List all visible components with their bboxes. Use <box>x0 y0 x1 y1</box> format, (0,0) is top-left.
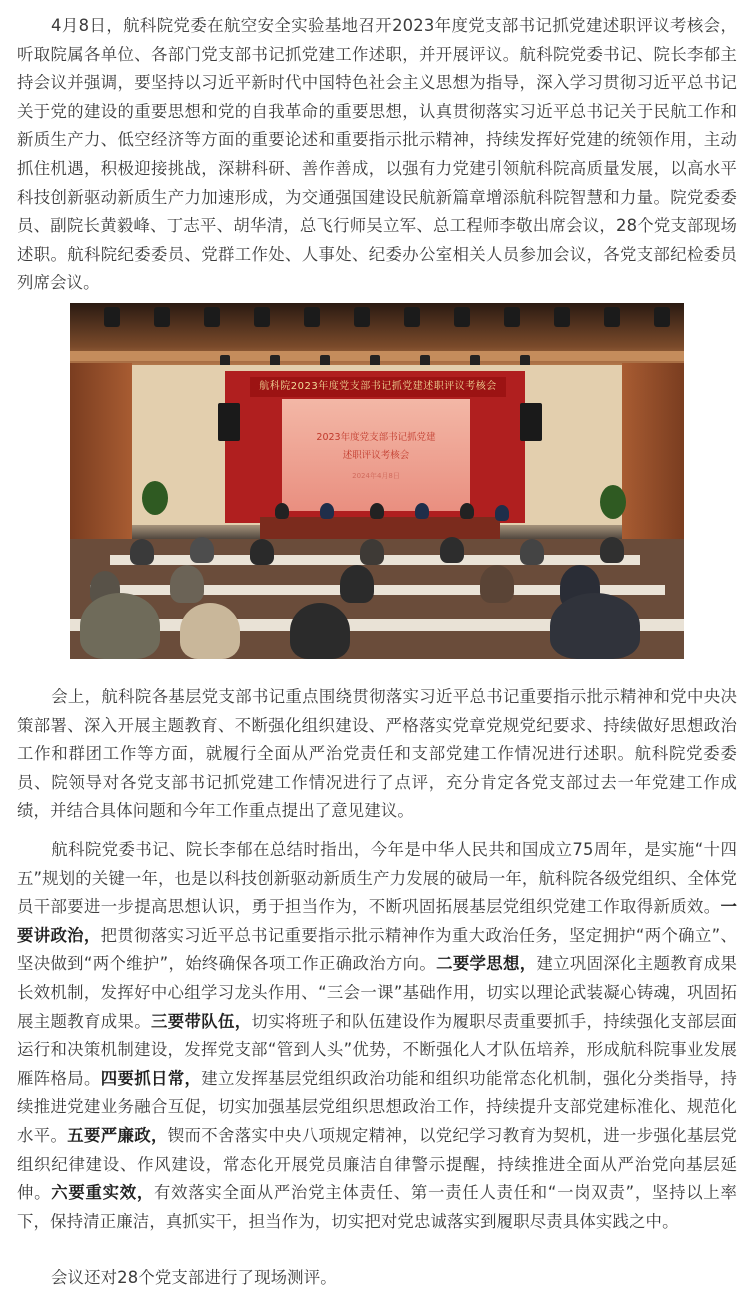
screen-title-line1: 2023年度党支部书记抓党建 <box>316 432 436 443</box>
point-3-heading: 三要带队伍， <box>151 1011 252 1031</box>
paragraph-closing-text: 会议还对28个党支部进行了现场测评。 <box>51 1268 337 1287</box>
summary-intro: 航科院党委书记、院长李郁在总结时指出，今年是中华人民共和国成立75周年，是实施“十四五”规划的关键一年，也是以科技创新驱动新质生产力发展的破局一年，航科院各级党组织、全体党员干部要进一步提高思想认识，勇于担当作为，不断巩固拓展基层党组织党建工作取得新质效。 <box>17 840 737 917</box>
point-6-heading: 六要重实效， <box>51 1183 154 1203</box>
podium-table <box>260 517 500 539</box>
point-1-text: 把贯彻落实习近平总书记重要指示批示精神作为重大政治任务，坚定拥护“两个确立”、坚决做到“两个维护”，始终确保各项工作正确政治方向。 <box>17 925 737 974</box>
screen-date: 2024年4月8日 <box>352 472 400 480</box>
point-2-text: 建立巩固深化主题教育成果长效机制，发挥好中心组学习龙头作用、“三会一课”基础作用，切实以理论武装凝心铸魂，巩固拓展主题教育成果。 <box>17 954 737 1031</box>
paragraph-summary <box>17 836 737 1236</box>
meeting-photo <box>70 303 684 659</box>
point-4-heading: 四要抓日常， <box>100 1068 202 1088</box>
stage-banner: 航科院2023年度党支部书记抓党建述职评议考核会 <box>250 377 506 397</box>
point-5-heading: 五要严廉政， <box>67 1125 168 1145</box>
speaker-right <box>520 403 542 441</box>
point-6-text: 有效落实全面从严治党主体责任、第一责任人责任和“一岗双责”，坚持以上率下，保持清正廉洁，真抓实干，担当作为，切实把对党忠诚落实到履职尽责具体实践之中。 <box>17 1183 737 1231</box>
paragraph-closing <box>17 1264 737 1293</box>
paragraph-reports-text: 会上，航科院各基层党支部书记重点围绕贯彻落实习近平总书记重要指示批示精神和党中央决策部署、深入开展主题教育、不断强化组织建设、严格落实党章党规党纪要求、持续做好思想政治工作和群团工作等方面，就履行全面从严治党责任和支部党建工作情况进行述职。航科院党委委员、院领导对各党支部书记抓党建工作情况进行了点评，充分肯定各党支部过去一年党建工作成绩，并结合具体问题和今年工作重点提出了意见建议。 <box>17 687 737 821</box>
paragraph-intro-text: 4月8日，航科院党委在航空安全实验基地召开2023年度党支部书记抓党建述职评议考核会，听取院属各单位、各部门党支部书记抓党建工作述职，并开展评议。航科院党委书记、院长李郁主持会议并强调，要坚持以习近平新时代中国特色社会主义思想为指导，深入学习贯彻习近平总书记关于党的建设的重要思想和党的自我革命的重要思想，认真贯彻落实习近平总书记关于民航工作和新质生产力、低空经济等方面的重要论述和重要指示批示精神，持续发挥好党建的统领作用，主动抓住机遇，积极迎接挑战，深耕科研、善作善成，以强有力党建引领航科院高质量发展，以高水平科技创新驱动新质生产力加速形成，为交通强国建设民航新篇章增添航科院智慧和力量。院党委委员、副院长黄毅峰、丁志平、胡华清，总飞行师吴立军、总工程师李敬出席会议，28个党支部现场述职。航科院纪委委员、党群工作处、人事处、纪委办公室相关人员参加会议，各党支部纪检委员列席会议。 <box>17 16 737 293</box>
point-3-text: 切实将班子和队伍建设作为履职尽责重要抓手，持续强化支部层面运行和决策机制建设，发挥党支部“管到人头”优势，不断强化人才队伍培养，形成航科院事业发展雁阵格局。 <box>17 1011 737 1088</box>
point-5-text: 锲而不舍落实中央八项规定精神，以党纪学习教育为契机，进一步强化基层党组织纪律建设、作风建设，常态化开展党员廉洁自律警示提醒，持续推进全面从严治党向基层延伸。 <box>17 1125 737 1203</box>
projection-screen <box>282 399 470 511</box>
point-4-text: 建立发挥基层党组织政治功能和组织功能常态化机制，强化分类指导，持续推进党建业务融合互促，切实加强基层党组织思想政治工作，持续提升支部党建标准化、规范化水平。 <box>17 1068 737 1145</box>
paragraph-intro <box>17 12 737 298</box>
screen-title-line2: 述职评议考核会 <box>342 450 410 461</box>
speaker-left <box>218 403 240 441</box>
plant-right <box>600 485 626 519</box>
plant-left <box>142 481 168 515</box>
paragraph-reports <box>17 683 737 826</box>
point-2-heading: 二要学思想， <box>436 954 537 974</box>
point-1-heading: 一要讲政治， <box>17 897 737 945</box>
